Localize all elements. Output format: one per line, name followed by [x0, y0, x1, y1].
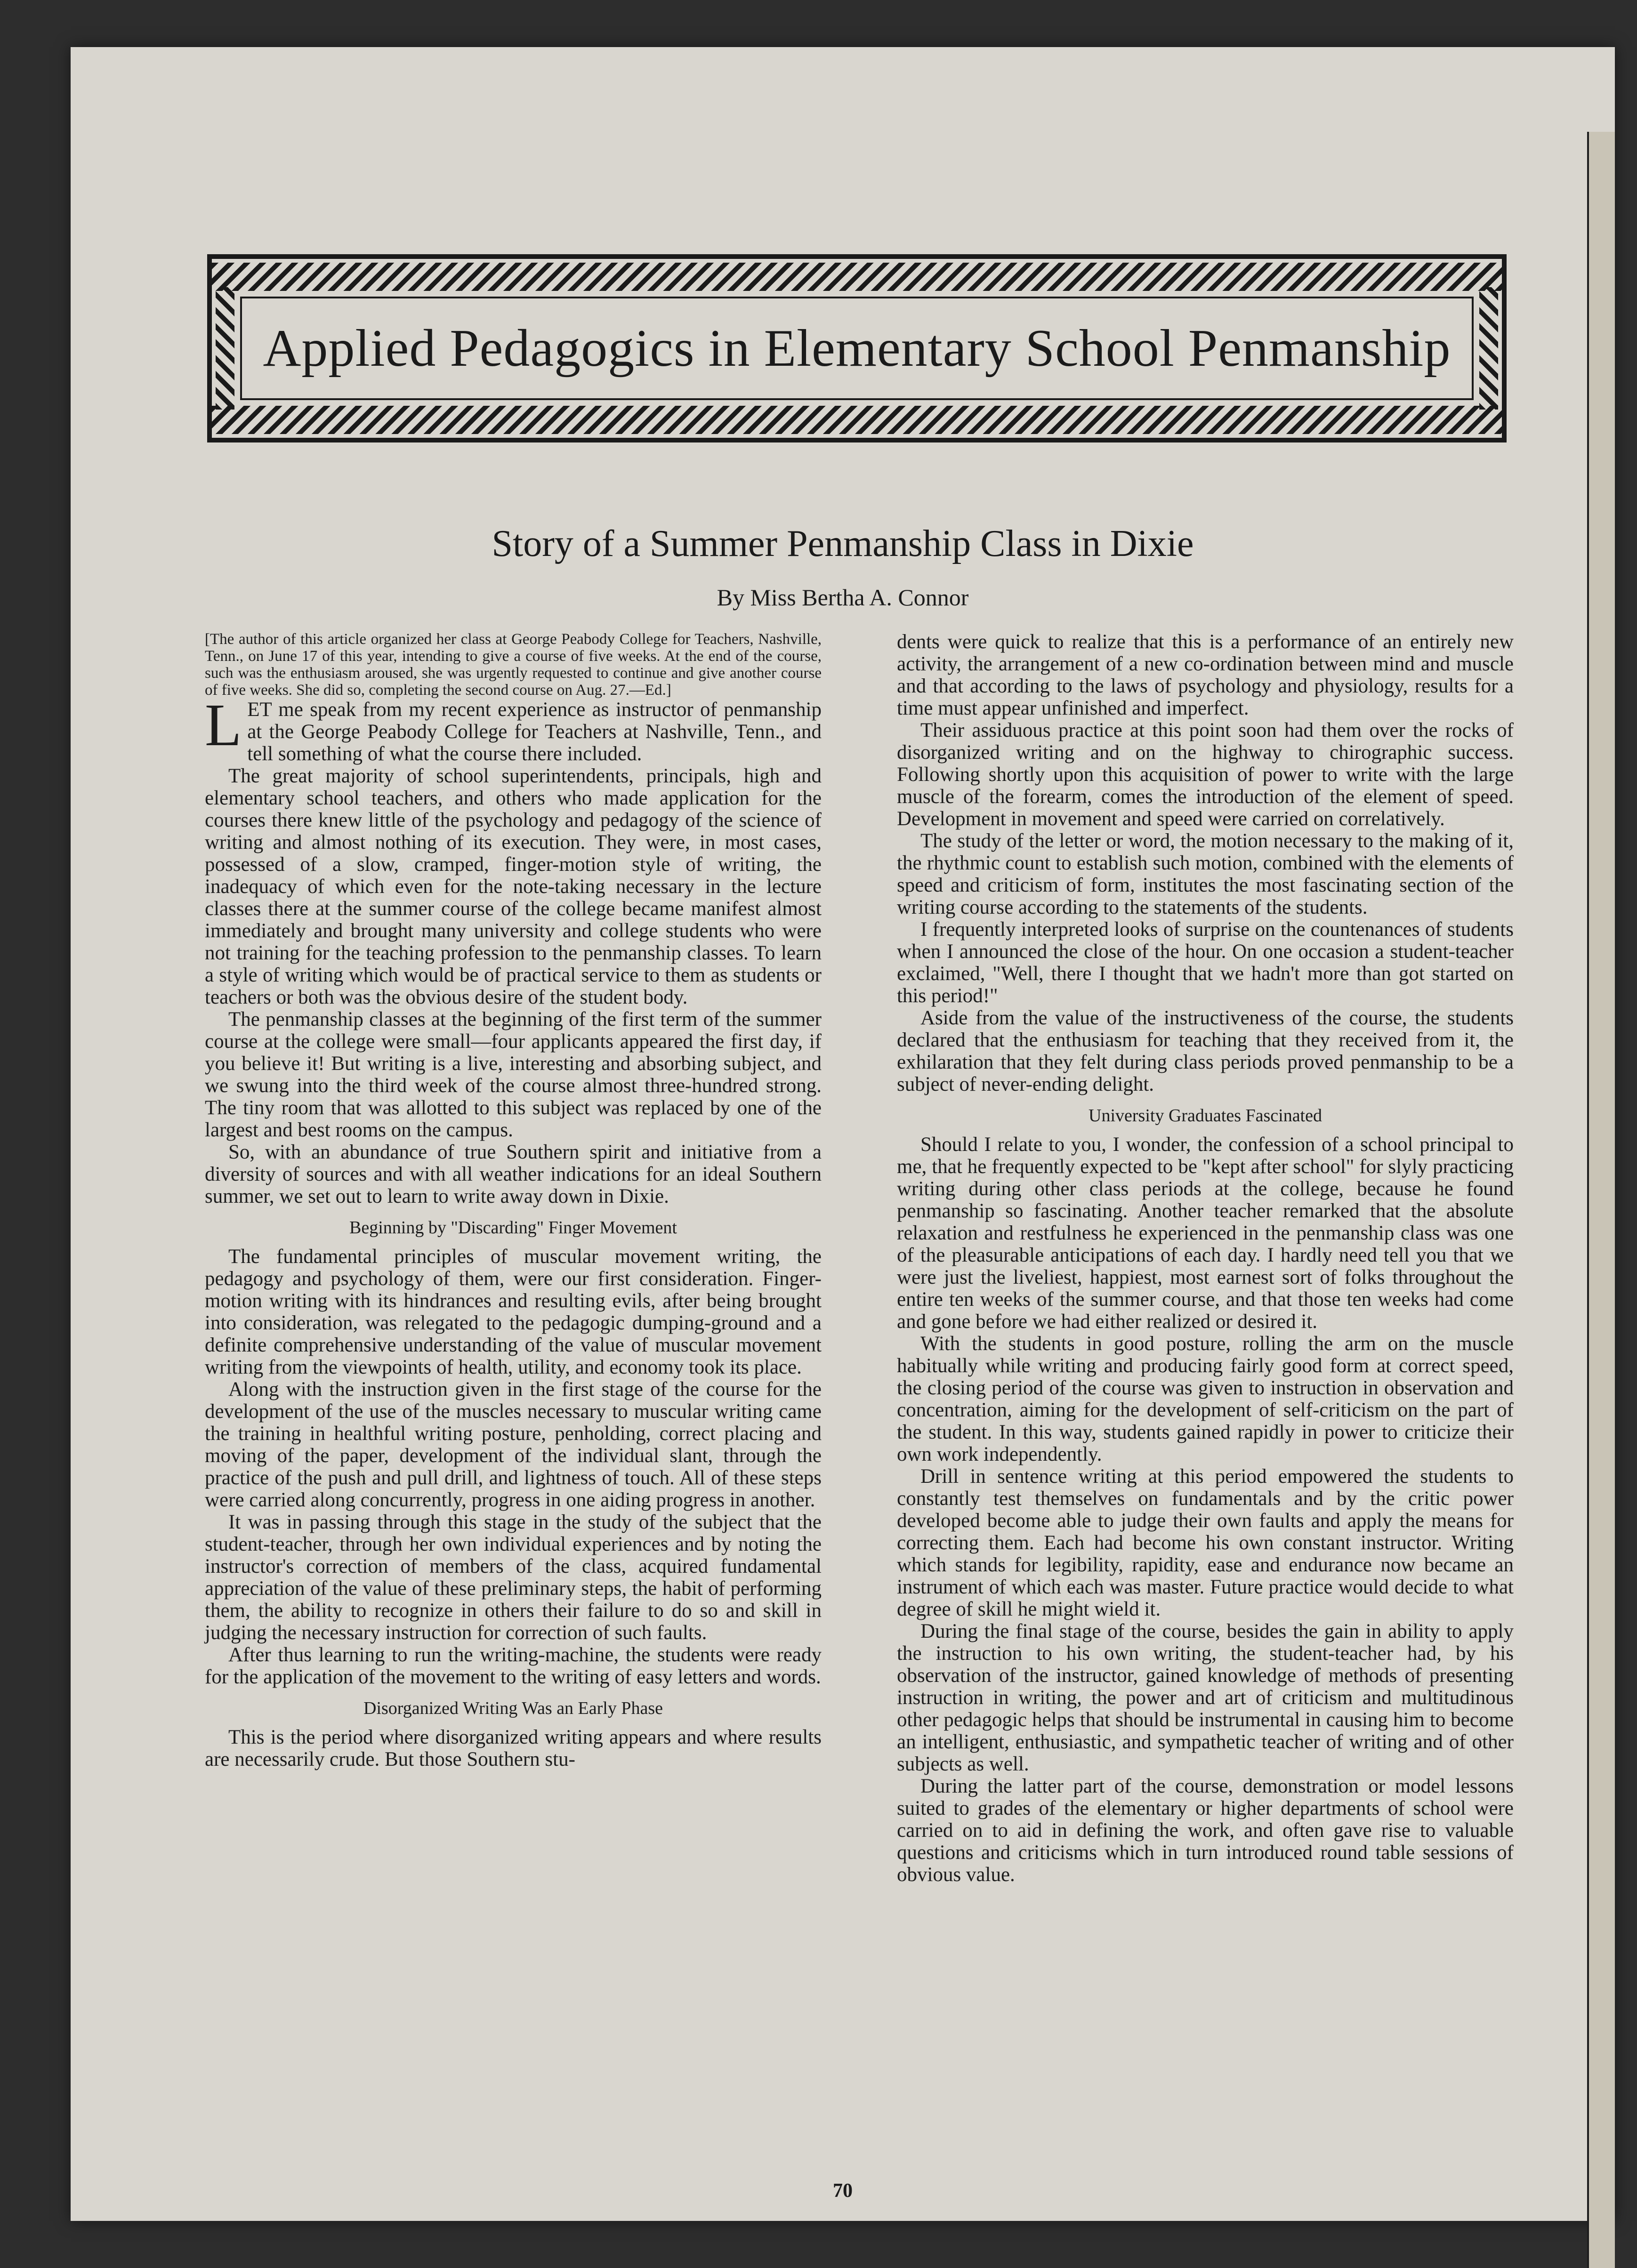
paragraph: dents were quick to realize that this is a performance of an entirely new activity, the arrangement of a new co-ordination between mind and muscle and that according to the laws of psychology and physiology, results for a time must appear unfinished and imperfect.	[897, 631, 1514, 719]
paragraph: Their assiduous practice at this point soon had them over the rocks of disorganized writing and on the highway to chirographic success. Following shortly upon this acquisition of power to write with the large muscle of the forearm, comes the introduction of the element of speed. Development in movement and speed were carried on correlatively.	[897, 719, 1514, 830]
paragraph: I frequently interpreted looks of surprise on the countenances of students when I announced the close of the hour. On one occasion a student-teacher exclaimed, "Well, there I thought that we hadn't more than got started on this period!"	[897, 918, 1514, 1007]
paragraph: This is the period where disorganized writing appears and where results are necessarily crude. But those Southern stu-	[205, 1726, 822, 1770]
paragraph: So, with an abundance of true Southern spirit and initiative from a diversity of sources and with all weather indications for an ideal Southern summer, we set out to learn to write away down in Dixie.	[205, 1141, 822, 1207]
right-column	[897, 631, 1514, 1886]
article-subtitle: Story of a Summer Penmanship Class in Dixie	[492, 523, 1194, 564]
page	[71, 47, 1615, 2221]
paragraph: Along with the instruction given in the first stage of the course for the development of the use of the muscles necessary to muscular writing came the training in healthful writing posture, penholding, correct placing and moving of the paper, development of the individual slant, through the practice of the push and pull drill, and lightness of touch. All of these steps were carried along concurrently, progress in one aiding progress in another.	[205, 1378, 822, 1511]
paragraph: During the latter part of the course, demonstration or model lessons suited to grades of the elementary or higher departments of school were carried on to aid in defining the work, and often gave rise to valuable questions and criticisms which in turn introduced round table sessions of obvious value.	[897, 1775, 1514, 1886]
ornament-border-left	[216, 287, 234, 410]
facing-page-edge	[1587, 132, 1615, 2268]
paragraph: The fundamental principles of muscular movement writing, the pedagogy and psychology of them, were our first consideration. Finger-motion writing with its hindrances and resulting evils, after being brought into consideration, was relegated to the pedagogic dumping-ground and a definite comprehensive understanding of the value of muscular movement writing from the viewpoints of health, utility, and economy took its place.	[205, 1246, 822, 1378]
paragraph: It was in passing through this stage in the study of the subject that the student-teacher, through her own individual experiences and by noting the instructor's correction of members of the class, acquired fundamental appreciation of the value of these preliminary steps, the habit of performing them, the ability to recognize in others their failure to do so and skill in judging the necessary instruction for correction of such faults.	[205, 1511, 822, 1644]
ornament-border-bottom	[212, 406, 1502, 434]
paragraph: The study of the letter or word, the motion necessary to the making of it, the rhythmic count to establish such motion, combined with the elements of speed and criticism of form, institutes the most fascinating section of the writing course according to the statements of the students.	[897, 830, 1514, 918]
paragraph: Should I relate to you, I wonder, the confession of a school principal to me, that he frequently expected to be "kept after school" for slyly practicing writing during other class periods at the college, because he found penmanship so fascinating. Another teacher remarked that the absolute relaxation and restfulness he experienced in the penmanship class was one of the pleasurable anticipations of each day. I hardly need tell you that we were just the liveliest, happiest, most earnest sort of folks throughout the entire ten weeks of the summer course, and that those ten weeks had come and gone before we had either realized or desired it.	[897, 1134, 1514, 1333]
ornament-border-top	[212, 263, 1502, 291]
banner-frame	[240, 297, 1474, 400]
paragraph: Aside from the value of the instructiveness of the course, the students declared that the enthusiasm for teaching that they received from it, the exhilaration that they felt during class periods proved penmanship to be a subject of never-ending delight.	[897, 1007, 1514, 1095]
paragraph: During the final stage of the course, besides the gain in ability to apply the instruction to his own writing, the student-teacher had, by his observation of the instructor, gained knowledge of methods of presenting instruction in writing, the power and art of criticism and multitudinous other pedagogic helps that should be instrumental in causing him to become an intelligent, enthusiastic, and sympathetic teacher of writing and of other subjects as well.	[897, 1620, 1514, 1775]
paragraph: The penmanship classes at the beginning of the first term of the summer course at the college were small—four applicants appeared the first day, if you believe it! But writing is a live, interesting and absorbing subject, and we swung into the third week of the course almost three-hundred strong. The tiny room that was allotted to this subject was replaced by one of the largest and best rooms on the campus.	[205, 1008, 822, 1141]
editor-note: [The author of this article organized her class at George Peabody College for Teachers, Nashville, Tenn., on June 17 of this year, intending to give a course of five weeks. At the end of the course, such was the enthusiasm aroused, she was urgently requested to continue and give another course of five weeks. She did so, completing the second course on Aug. 27.—Ed.]	[205, 631, 822, 699]
byline: By Miss Bertha A. Connor	[717, 584, 969, 611]
title-banner	[207, 254, 1507, 442]
page-number: 70	[833, 2180, 853, 2202]
left-column	[205, 631, 822, 1770]
section-heading: Beginning by "Discarding" Finger Movement	[349, 1218, 677, 1238]
paragraph: The great majority of school superintendents, principals, high and elementary school teachers, and others who made application for the courses there knew little of the psychology and pedagogy of the science of writing and almost nothing of its execution. They were, in most cases, possessed of a slow, cramped, finger-motion style of writing, the inadequacy of which even for the note-taking necessary in the lecture classes there at the summer course of the college became manifest almost immediately and brought many university and college students who were not training for the teaching profession to the penmanship classes. To learn a style of writing which would be of practical service to them as students or teachers or both was the obvious desire of the student body.	[205, 765, 822, 1008]
paragraph: Drill in sentence writing at this period empowered the students to constantly test themselves on fundamentals and by the critic power developed become able to judge their own faults and apply the means for correcting them. Each had become his own constant instructor. Writing which stands for legibility, rapidity, ease and endurance now became an instrument of which each was master. Future practice would decide to what degree of skill he might wield it.	[897, 1465, 1514, 1620]
section-heading: University Graduates Fascinated	[1089, 1106, 1322, 1126]
paragraph: With the students in good posture, rolling the arm on the muscle habitually while writing and producing fairly good form at correct speed, the closing period of the course was given to instruction in observation and concentration, aiming for the development of self-criticism on the part of the student. In this way, students gained rapidly in power to criticize their own work independently.	[897, 1333, 1514, 1465]
paragraph: After thus learning to run the writing-machine, the students were ready for the application of the movement to the writing of easy letters and words.	[205, 1644, 822, 1688]
paragraph: LET me speak from my recent experience as instructor of penmanship at the George Peabody College for Teachers at Nashville, Tenn., and tell something of what the course there included.	[205, 692, 822, 765]
drop-cap: L	[205, 692, 242, 758]
section-heading: Disorganized Writing Was an Early Phase	[363, 1698, 663, 1718]
ornament-border-right	[1479, 287, 1498, 410]
article-title: Applied Pedagogics in Elementary School Penmanship	[263, 319, 1451, 378]
